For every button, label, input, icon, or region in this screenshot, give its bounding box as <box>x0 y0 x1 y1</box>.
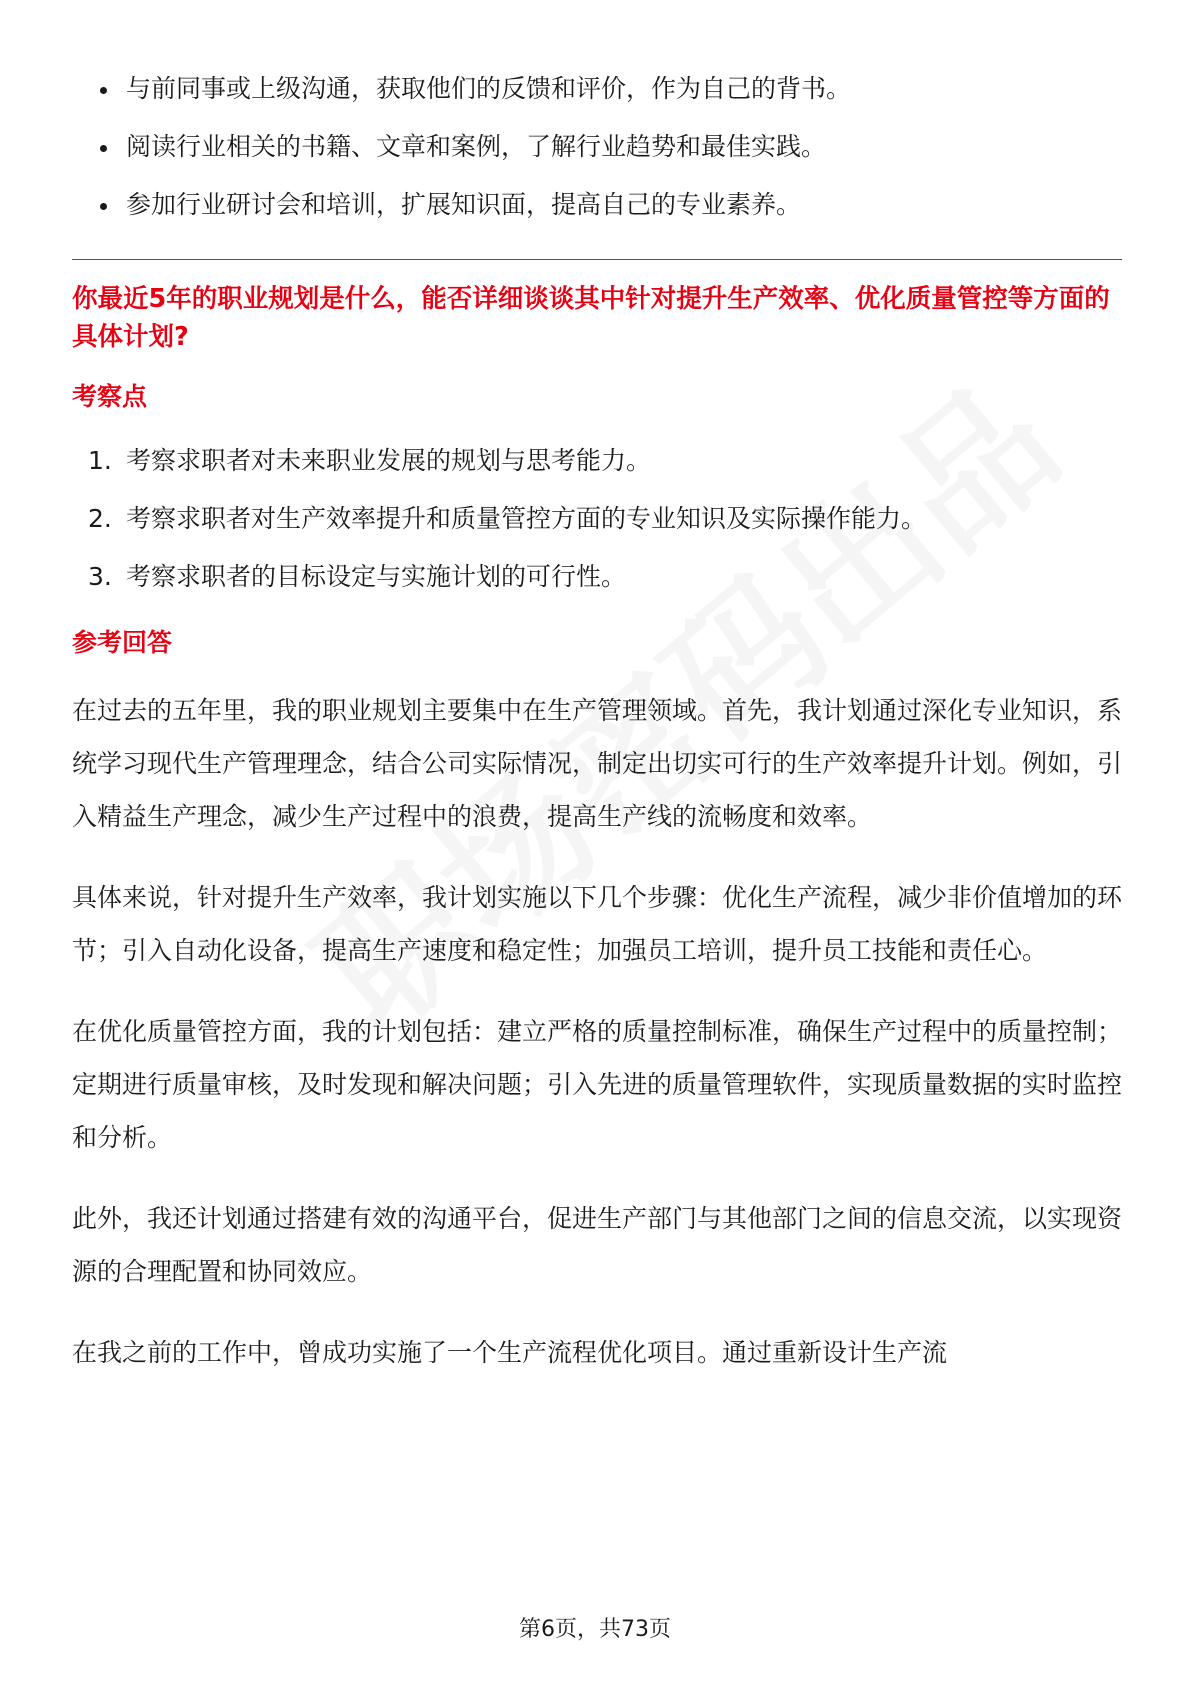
list-item <box>72 500 1122 538</box>
section-divider <box>72 259 1122 260</box>
list-text: 考察求职者对未来职业发展的规划与思考能力。 <box>126 446 652 475</box>
focus-points-list <box>72 442 1122 596</box>
list-text: 考察求职者的目标设定与实施计划的可行性。 <box>126 562 627 591</box>
focus-title: 考察点 <box>72 382 148 411</box>
page-content <box>72 70 1122 1407</box>
list-number: 1. <box>88 446 112 475</box>
answer-title: 参考回答 <box>72 628 173 657</box>
answer-paragraph: 在我之前的工作中，曾成功实施了一个生产流程优化项目。通过重新设计生产流 <box>72 1338 948 1367</box>
answer-paragraph: 在优化质量管控方面，我的计划包括：建立严格的质量控制标准，确保生产过程中的质量控制；定期进行质量审核，及时发现和解决问题；引入先进的质量管理软件，实现质量数据的实时监控和分析。 <box>72 1017 1123 1152</box>
list-item: 参加行业研讨会和培训，扩展知识面，提高自己的专业素养。 <box>72 186 1122 224</box>
list-number: 3. <box>88 562 112 591</box>
tips-list <box>72 70 1122 224</box>
list-number: 2. <box>88 504 112 533</box>
page-footer: 第6页，共73页 <box>519 1617 671 1642</box>
answer-paragraph: 此外，我还计划通过搭建有效的沟通平台，促进生产部门与其他部门之间的信息交流，以实现资源的合理配置和协同效应。 <box>72 1204 1123 1286</box>
list-item <box>72 558 1122 596</box>
answer-paragraph: 具体来说，针对提升生产效率，我计划实施以下几个步骤：优化生产流程，减少非价值增加的环节；引入自动化设备，提高生产速度和稳定性；加强员工培训，提升员工技能和责任心。 <box>72 883 1123 965</box>
answer-paragraph: 在过去的五年里，我的职业规划主要集中在生产管理领域。首先，我计划通过深化专业知识，系统学习现代生产管理理念，结合公司实际情况，制定出切实可行的生产效率提升计划。例如，引入精益生产理念，减少生产过程中的浪费，提高生产线的流畅度和效率。 <box>72 696 1123 831</box>
list-item: 与前同事或上级沟通，获取他们的反馈和评价，作为自己的背书。 <box>72 70 1122 108</box>
list-item: 阅读行业相关的书籍、文章和案例，了解行业趋势和最佳实践。 <box>72 128 1122 166</box>
list-text: 考察求职者对生产效率提升和质量管控方面的专业知识及实际操作能力。 <box>126 504 927 533</box>
list-item <box>72 442 1122 480</box>
question-heading: 你最近5年的职业规划是什么，能否详细谈谈其中针对提升生产效率、优化质量管控等方面的具体计划? <box>72 284 1110 352</box>
